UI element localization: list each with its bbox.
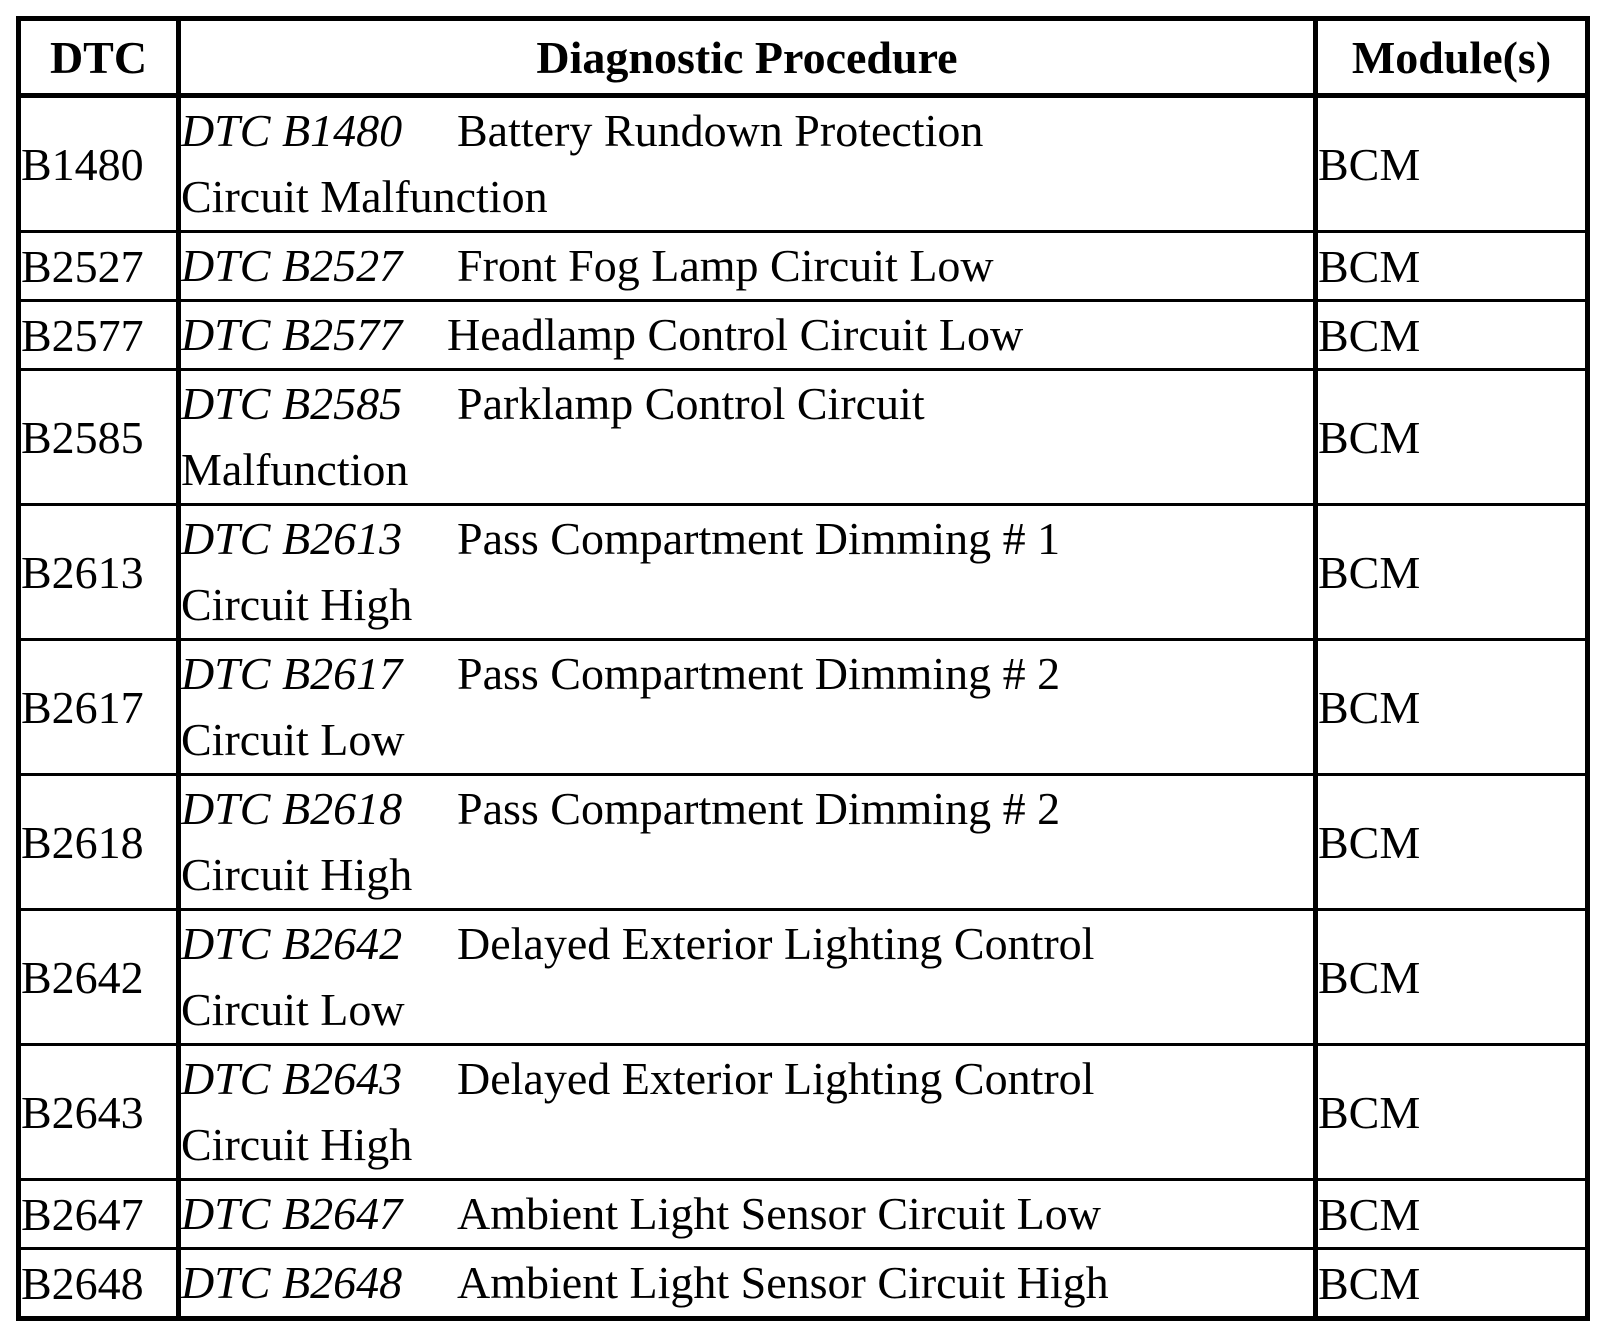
- procedure-desc: Pass Compartment Dimming # 2: [457, 783, 1061, 834]
- module-cell: BCM: [1316, 775, 1588, 910]
- module-cell: BCM: [1316, 1249, 1588, 1319]
- procedure-desc-cont: Circuit High: [181, 579, 413, 630]
- procedure-code: DTC B1480: [181, 105, 403, 156]
- procedure-cell: [179, 96, 1316, 232]
- table-row: [19, 640, 1588, 775]
- table-row: [19, 370, 1588, 505]
- procedure-desc: Delayed Exterior Lighting Control: [457, 1053, 1095, 1104]
- table-row: [19, 505, 1588, 640]
- table-row: [19, 910, 1588, 1045]
- procedure-desc: Ambient Light Sensor Circuit High: [457, 1257, 1109, 1308]
- table-row: [19, 1180, 1588, 1249]
- procedure-cell: [179, 370, 1316, 505]
- module-cell: BCM: [1316, 370, 1588, 505]
- procedure-code: DTC B2647: [181, 1188, 403, 1239]
- table-row: [19, 1249, 1588, 1319]
- procedure-cell: [179, 910, 1316, 1045]
- header-dtc: DTC: [19, 19, 179, 96]
- procedure-desc: Front Fog Lamp Circuit Low: [457, 240, 994, 291]
- dtc-cell: B2648: [19, 1249, 179, 1319]
- procedure-code: DTC B2585: [181, 378, 403, 429]
- module-cell: BCM: [1316, 1045, 1588, 1180]
- table-row: [19, 232, 1588, 301]
- header-row: [19, 19, 1588, 96]
- procedure-desc-cont: Malfunction: [181, 444, 409, 495]
- procedure-desc-cont: Circuit Low: [181, 984, 405, 1035]
- dtc-cell: B2642: [19, 910, 179, 1045]
- table-row: [19, 775, 1588, 910]
- module-cell: BCM: [1316, 1180, 1588, 1249]
- procedure-code: DTC B2642: [181, 918, 403, 969]
- dtc-cell: B2643: [19, 1045, 179, 1180]
- procedure-cell: [179, 1249, 1316, 1319]
- procedure-code: DTC B2648: [181, 1257, 403, 1308]
- dtc-table: [16, 16, 1590, 1321]
- procedure-desc: Headlamp Control Circuit Low: [447, 309, 1024, 360]
- procedure-desc: Pass Compartment Dimming # 1: [457, 513, 1061, 564]
- procedure-code: DTC B2613: [181, 513, 403, 564]
- dtc-cell: B2647: [19, 1180, 179, 1249]
- procedure-desc: Pass Compartment Dimming # 2: [457, 648, 1061, 699]
- module-cell: BCM: [1316, 232, 1588, 301]
- procedure-code: DTC B2577: [181, 309, 403, 360]
- procedure-desc: Battery Rundown Protection: [457, 105, 984, 156]
- procedure-desc: Ambient Light Sensor Circuit Low: [457, 1188, 1101, 1239]
- procedure-desc: Delayed Exterior Lighting Control: [457, 918, 1095, 969]
- table-row: [19, 1045, 1588, 1180]
- procedure-desc: Parklamp Control Circuit: [457, 378, 925, 429]
- procedure-cell: [179, 232, 1316, 301]
- procedure-cell: [179, 1045, 1316, 1180]
- dtc-cell: B2527: [19, 232, 179, 301]
- procedure-cell: [179, 775, 1316, 910]
- module-cell: BCM: [1316, 640, 1588, 775]
- dtc-cell: B2577: [19, 301, 179, 370]
- procedure-desc-cont: Circuit High: [181, 1119, 413, 1170]
- procedure-desc-cont: Circuit Malfunction: [181, 171, 548, 222]
- module-cell: BCM: [1316, 96, 1588, 232]
- dtc-cell: B2617: [19, 640, 179, 775]
- dtc-cell: B2613: [19, 505, 179, 640]
- dtc-cell: B2618: [19, 775, 179, 910]
- header-diagnostic-procedure: Diagnostic Procedure: [179, 19, 1316, 96]
- module-cell: BCM: [1316, 505, 1588, 640]
- procedure-code: DTC B2618: [181, 783, 403, 834]
- table-row: [19, 96, 1588, 232]
- procedure-desc-cont: Circuit Low: [181, 714, 405, 765]
- dtc-cell: B2585: [19, 370, 179, 505]
- procedure-cell: [179, 640, 1316, 775]
- procedure-code: DTC B2617: [181, 648, 403, 699]
- procedure-code: DTC B2527: [181, 240, 403, 291]
- procedure-cell: [179, 1180, 1316, 1249]
- procedure-desc-cont: Circuit High: [181, 849, 413, 900]
- procedure-code: DTC B2643: [181, 1053, 403, 1104]
- procedure-cell: [179, 505, 1316, 640]
- procedure-cell: [179, 301, 1316, 370]
- module-cell: BCM: [1316, 910, 1588, 1045]
- module-cell: BCM: [1316, 301, 1588, 370]
- table-row: [19, 301, 1588, 370]
- dtc-cell: B1480: [19, 96, 179, 232]
- header-modules: Module(s): [1316, 19, 1588, 96]
